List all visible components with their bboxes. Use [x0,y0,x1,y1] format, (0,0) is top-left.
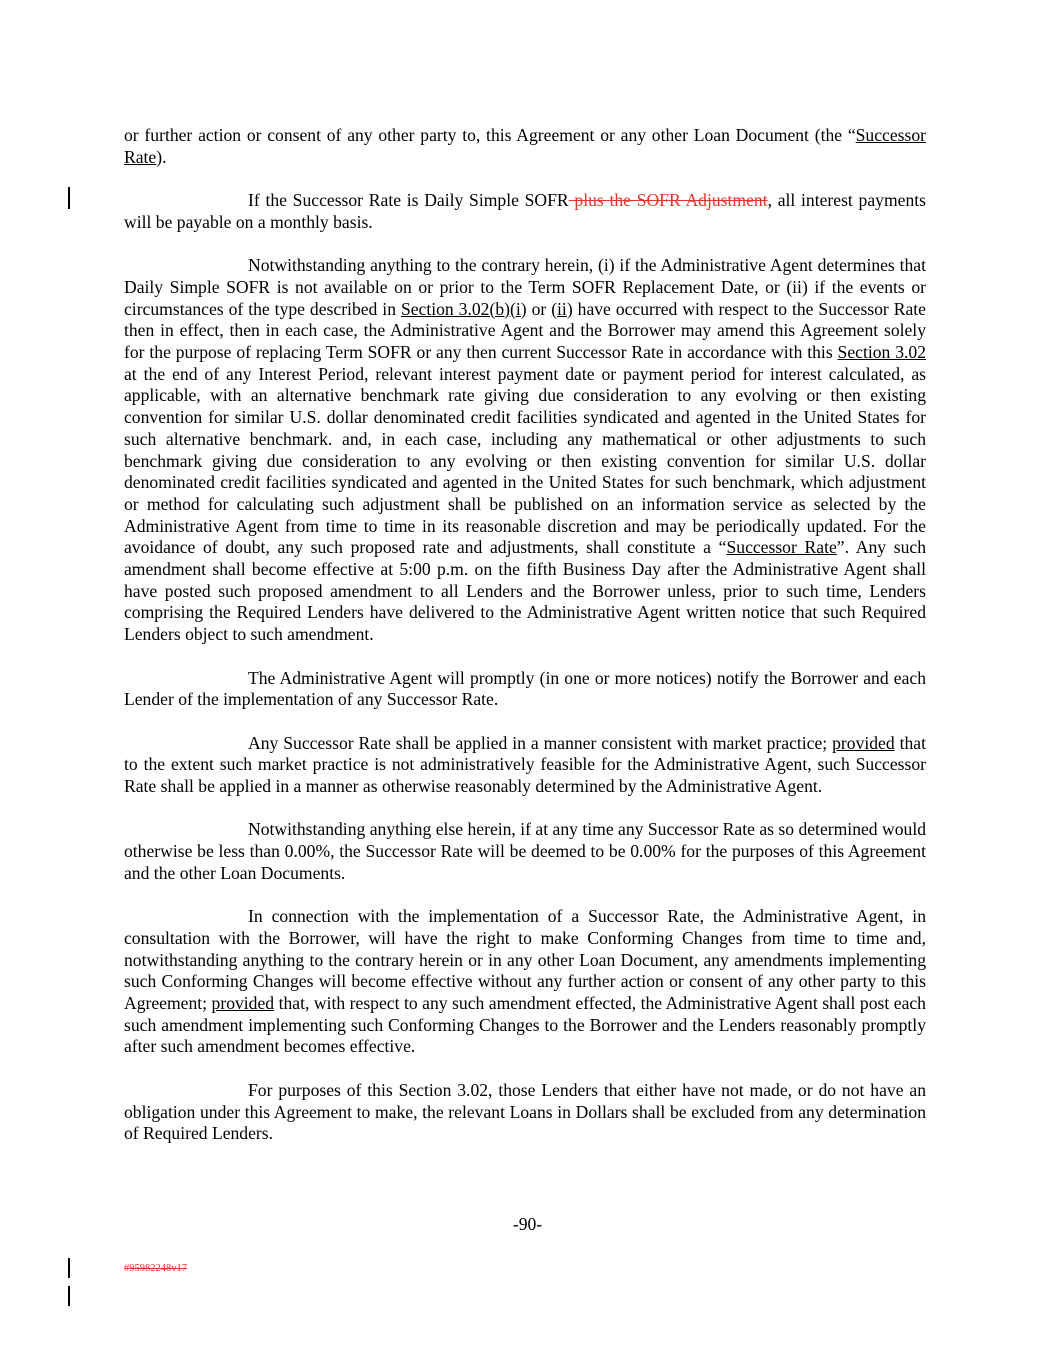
text-run: If the Successor Rate is Daily Simple SOFR [248,190,569,211]
text-run: The Administrative Agent will promptly (in one or more notices) notify the Borrower and each Lender of the implementation of any Successor Rate. [124,667,926,710]
paragraph-monthly-payments [124,190,926,233]
deleted-text: plus the SOFR Adjustment [568,190,768,211]
paragraph-notification [124,668,926,711]
paragraph-replacement-amendment [124,255,926,646]
section-reference: Section 3.02 [837,342,926,362]
defined-term: Successor Rate [124,125,926,167]
text-run: Notwithstanding anything to the contrary herein, (i) if the Administrative Agent determines that Daily Simple SOFR is not available on or prior to the Term SOFR Replacement Date, or (ii) if the events or circumstances of the type described in [124,255,926,319]
text-run: or further action or consent of any other party to, this Agreement or any other Loan Document (the “ [124,125,856,145]
section-reference: Section 3.02(b)(i) [400,298,527,319]
change-bar [68,1258,70,1278]
text-run: ”. Any such amendment shall become effective at 5:00 p.m. on the fifth Business Day after the Administrative Agent shall have posted such proposed amendment to all Lenders and the Borrower unless, prior to such time, Lenders comprising the Required Lenders have delivered to the Administrative Agent written notice that such Required Lenders object to such amendment. [124,537,926,645]
paragraph-conforming-changes [124,906,926,1058]
text-run: have occurred with respect to the Successor Rate then in effect, then in each case, the Administrative Agent and the Borrower may amend this Agreement solely for the purpose of replacing Term SOFR or any then current Successor Rate in accordance with this [124,298,926,362]
text-run: Any Successor Rate shall be applied in a manner consistent with market practice; [248,732,833,753]
defined-term: Successor Rate [726,537,837,558]
text-run: at the end of any Interest Period, relevant interest payment date or payment period for interest calculated, as applicable, with an alternative benchmark rate giving due consideration to any evolving or then existing convention for similar U.S. dollar denominated credit facilities syndicated and agented in the United States for such alternative benchmark. and, in each case, including any mathematical or other adjustments to such benchmark giving due consideration to any evolving or then existing convention for similar U.S. dollar denominated credit facilities syndicated and agented in the United States for such benchmark, which adjustment or method for calculating such adjustment shall be published on an information service as selected by the Administrative Agent from time to time in its reasonable discretion and may be periodically updated. For the avoidance of doubt, any such proposed rate and adjustments, shall constitute a “ [124,363,926,558]
section-reference: (ii) [551,298,573,319]
text-run: that to the extent such market practice is not administratively feasible for the Administrative Agent, such Successor Rate shall be applied in a manner as otherwise reasonably determined by the Administrative Agent. [124,732,927,797]
paragraph-floor [124,819,926,884]
page-number: -90- [512,1214,543,1234]
text-run: In connection with the implementation of a Successor Rate, the Administrative Agent, in consultation with the Borrower, will have the right to make Conforming Changes from time to time and, notwithstanding anything to the contrary herein or in any other Loan Document, any amendments implementing such Conforming Changes will become effective without any further action or consent of any other party to this Agreement; [124,906,926,1014]
text-run: or [526,298,552,319]
text-run: , all interest payments will be payable on a monthly basis. [124,190,926,232]
text-run: Notwithstanding anything else herein, if at any time any Successor Rate as so determined would otherwise be less than 0.00%, the Successor Rate will be deemed to be 0.00% for the purposes of this Agreement and the other Loan Documents. [124,819,926,883]
page-body [124,125,926,1167]
document-id: #95982248v17 [124,1263,187,1274]
change-bar [68,1286,70,1306]
text-run: For purposes of this Section 3.02, those Lenders that either have not made, or do not have an obligation under this Agreement to make, the relevant Loans in Dollars shall be excluded from any determination of Required Lenders. [124,1079,926,1144]
defined-term: provided [832,732,895,753]
defined-term: provided [211,993,275,1014]
text-run: ). [156,146,167,167]
paragraph-successor-rate-definition [124,125,926,168]
text-run: that, with respect to any such amendment effected, the Administrative Agent shall post each such amendment implementing such Conforming Changes to the Borrower and the Lenders reasonably promptly after such amendment becomes effective. [124,993,926,1057]
change-bar [68,187,70,209]
paragraph-required-lenders [124,1080,926,1145]
paragraph-market-practice [124,733,926,798]
